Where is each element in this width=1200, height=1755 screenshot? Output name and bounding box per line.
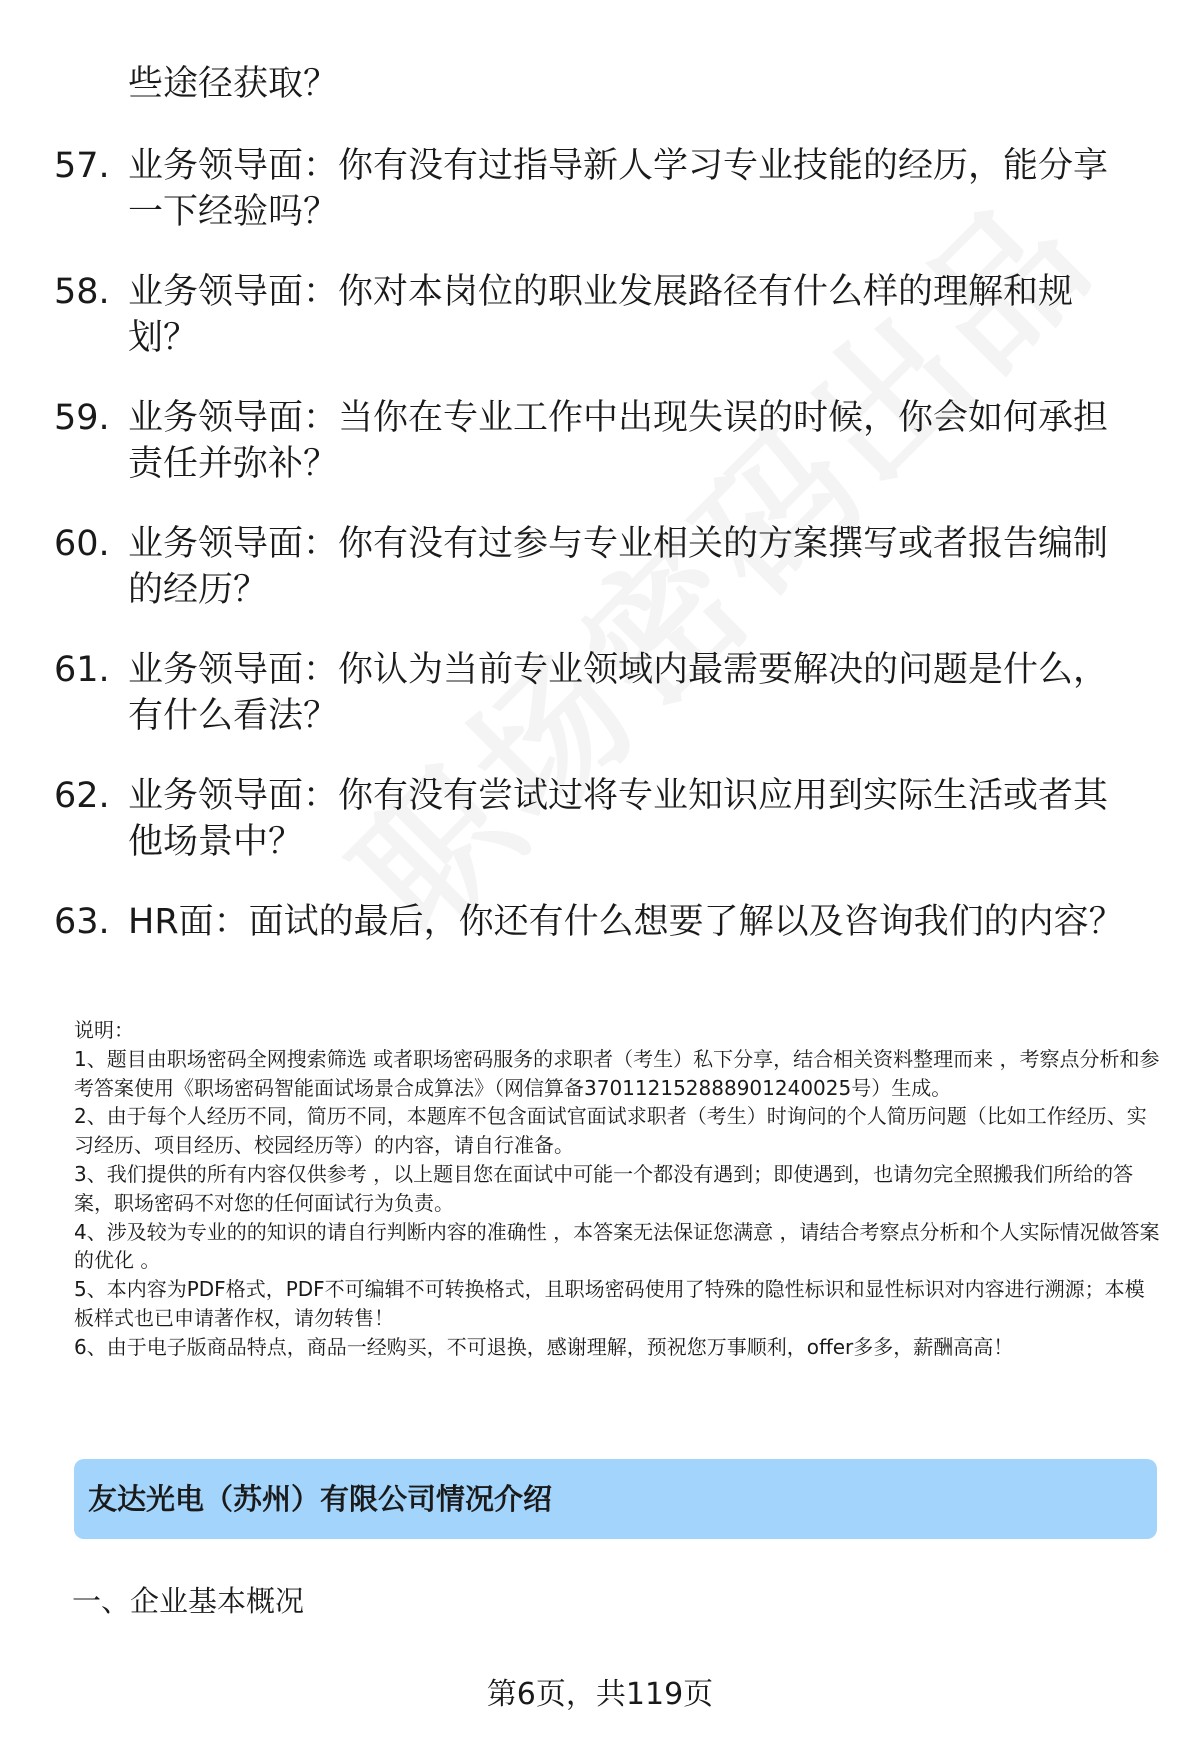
notes-title: 说明： xyxy=(74,1018,134,1042)
question-item xyxy=(0,647,1200,739)
page-footer: 第6页，共119页 xyxy=(486,1677,714,1712)
question-item xyxy=(0,521,1200,613)
question-text: 业务领导面：你对本岗位的职业发展路径有什么样的理解和规划？ xyxy=(128,272,1074,358)
question-text: 业务领导面：你有没有过指导新人学习专业技能的经历，能分享一下经验吗？ xyxy=(128,146,1109,232)
note-item: 2、由于每个人经历不同，简历不同，本题库不包含面试官面试求职者（考生）时询问的个人简历问题（比如工作经历、实习经历、项目经历、校园经历等）的内容，请自行准备。 xyxy=(74,1104,1147,1158)
question-number: 60. xyxy=(54,524,110,564)
question-text: 业务领导面：你认为当前专业领域内最需要解决的问题是什么，有什么看法？ xyxy=(128,650,1109,736)
question-text: 业务领导面：你有没有过参与专业相关的方案撰写或者报告编制的经历？ xyxy=(128,524,1109,610)
question-item xyxy=(0,773,1200,865)
question-item xyxy=(0,269,1200,361)
question-text: 业务领导面：当你在专业工作中出现失误的时候，你会如何承担责任并弥补？ xyxy=(128,398,1109,484)
company-banner xyxy=(74,1459,1157,1539)
question-list xyxy=(0,143,1200,979)
note-item: 1、题目由职场密码全网搜索筛选 或者职场密码服务的求职者（考生）私下分享，结合相关资料整理而来 ，考察点分析和参考答案使用《职场密码智能面试场景合成算法》（网信算备370112152888901240025号）生成。 xyxy=(74,1046,1160,1100)
question-number: 62. xyxy=(54,776,110,816)
note-item: 6、由于电子版商品特点，商品一经购买，不可退换，感谢理解，预祝您万事顺利，offer多多，薪酬高高！ xyxy=(74,1334,1014,1359)
question-item xyxy=(0,143,1200,235)
question-number: 59. xyxy=(54,398,110,438)
question-number: 58. xyxy=(54,272,110,312)
notes-section xyxy=(74,1016,1164,1362)
section-heading: 一、企业基本概况 xyxy=(72,1584,305,1618)
note-item: 3、我们提供的所有内容仅供参考 ，以上题目您在面试中可能一个都没有遇到；即使遇到，也请勿完全照搬我们所给的答案，职场密码不对您的任何面试行为负责。 xyxy=(74,1161,1134,1215)
note-item: 4、涉及较为专业的的知识的请自行判断内容的准确性 ，本答案无法保证您满意 ，请结合考察点分析和个人实际情况做答案的优化 。 xyxy=(74,1219,1160,1273)
question-number: 63. xyxy=(54,902,110,942)
company-banner-title: 友达光电（苏州）有限公司情况介绍 xyxy=(88,1482,553,1516)
question-continuation: 些途径获取？ xyxy=(128,64,339,104)
question-text: 业务领导面：你有没有尝试过将专业知识应用到实际生活或者其他场景中？ xyxy=(128,776,1109,862)
question-item xyxy=(0,395,1200,487)
question-item xyxy=(0,899,1200,945)
note-item: 5、本内容为PDF格式，PDF不可编辑不可转换格式，且职场密码使用了特殊的隐性标识和显性标识对内容进行溯源；本模板样式也已申请著作权，请勿转售！ xyxy=(74,1277,1145,1330)
question-number: 61. xyxy=(54,650,110,690)
question-number: 57. xyxy=(54,146,110,186)
question-text: HR面：面试的最后，你还有什么想要了解以及咨询我们的内容？ xyxy=(128,902,1124,942)
